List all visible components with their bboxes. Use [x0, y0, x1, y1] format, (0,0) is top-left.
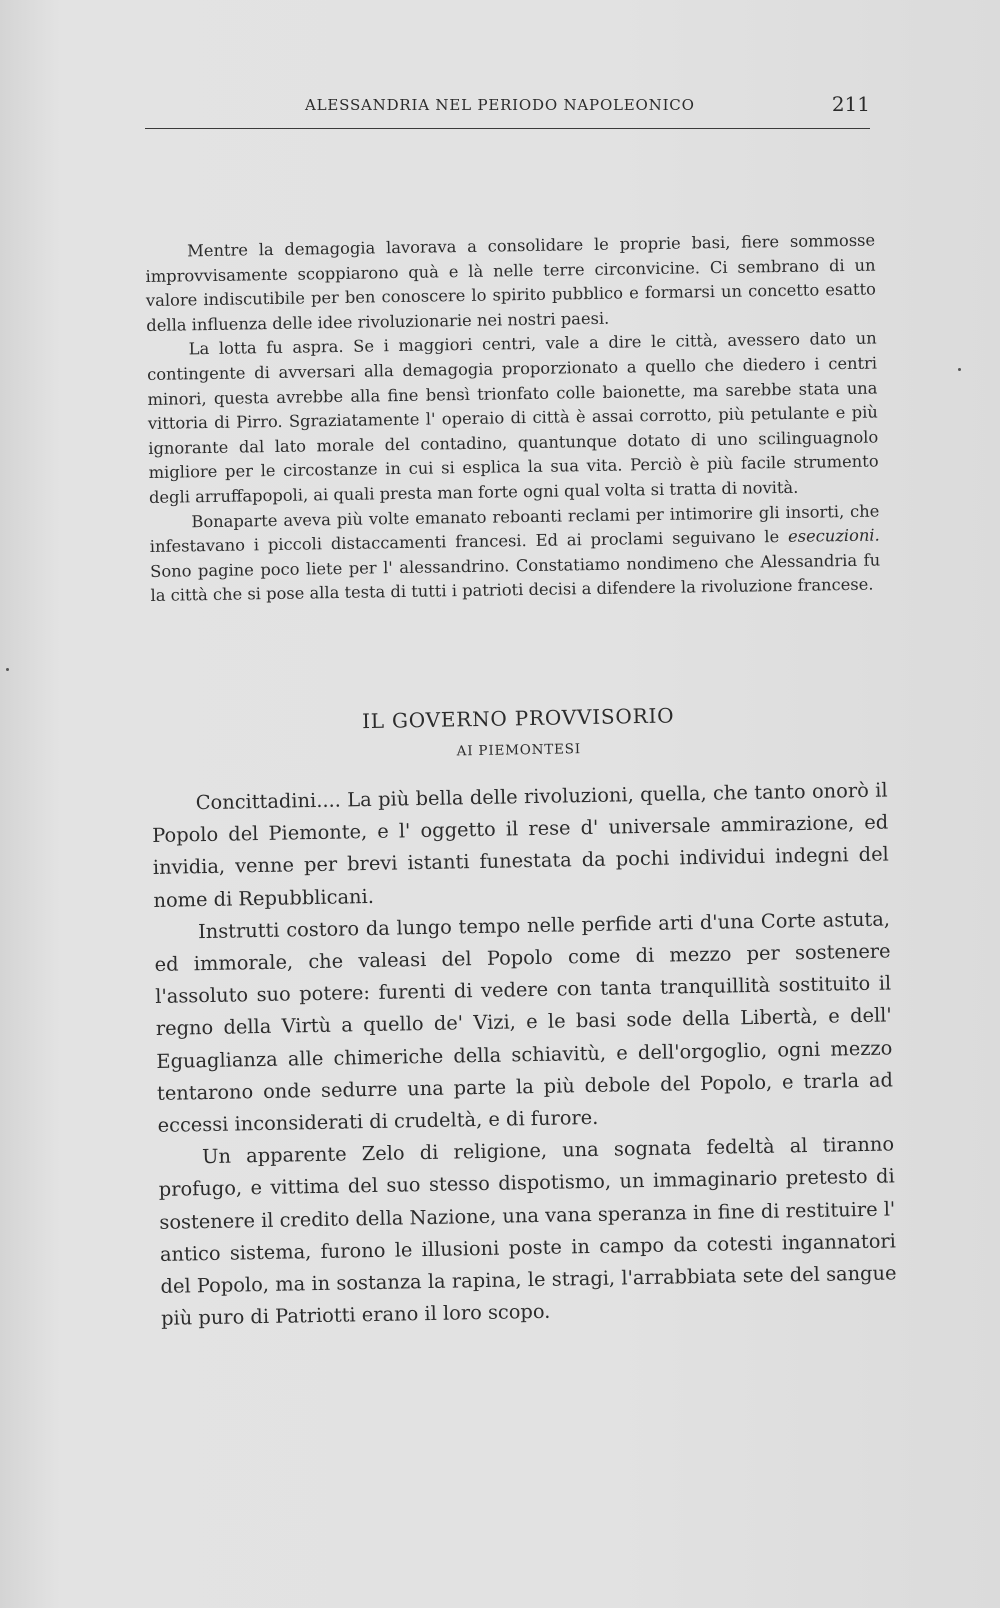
proclamation-paragraph: Instrutti costoro da lungo tempo nelle perfide arti d'una Corte astuta, ed immorale, che valeasi del Popolo come di mezzo per sostenere l'assoluto suo potere: furenti di vedere con tanta tranquillità sostituito il regno della Virtù a quello de' Vizi, e le basi sode della Libertà, e dell' Eguaglianza alle chimeriche della schiavitù, e dell'orgoglio, ogni mezzo tentarono onde sedurre una parte la più debole del Popolo, e trarla ad eccessi inconsiderati di crudeltà, e di furore.: [154, 907, 894, 1137]
proclamation: [150, 697, 897, 1336]
running-title: ALESSANDRIA NEL PERIODO NAPOLEONICO: [305, 96, 695, 114]
body-paragraph: La lotta fu aspra. Se i maggiori centri, vale a dire le città, avessero dato un contingente di avversari alla demagogia proporzionato a quello che diedero i centri minori, questa avrebbe alla fine bensì trionfato colle baionette, ma sarebbe stata una vittoria di Pirro. Sgraziatamente l' operaio di città è assai corrotto, più petulante e più ignorante dal lato morale del contadino, quantunque dotato di uno scilinguagnolo migliore per le circostanze in cui si esplica la sua vita. Perciò è più facile strumento degli arruffapopoli, ai quali presta man forte ogni qual volta si tratta di novità.: [146, 328, 879, 507]
running-head: [145, 92, 870, 118]
paper-speck: [958, 368, 961, 371]
paragraph-text: Bonaparte aveva più volte emanato reboanti reclami per intimorire gli insorti, che infestavano i piccoli distaccamenti francesi. Ed ai proclami seguivano le: [149, 501, 880, 557]
paragraph-text: Sono pagine poco liete per l' alessandrino. Constatiamo nondimeno che Alessandria fu la città che si pose alla testa di tutti i patrioti decisi a difendere la rivoluzione francese.: [150, 550, 881, 606]
body-paragraph: [149, 499, 880, 609]
emphasized-word: esecuzioni.: [787, 525, 880, 547]
proclamation-paragraph: Un apparente Zelo di religione, una sognata fedeltà al tiranno profugo, e vittima del suo stesso dispotismo, un immaginario pretesto di sostenere il credito della Nazione, una vana speranza in fine di restituire l' antico sistema, furono le illusioni poste in campo da cotesti ingannatori del Popolo, ma in sostanza la rapina, le stragi, l'arrabbiata sete del sangue più puro di Patriotti erano il loro scopo.: [158, 1132, 897, 1331]
proclamation-paragraph: Concittadini.... La più bella delle rivoluzioni, quella, che tanto onorò il Popolo del Piemonte, e l' oggetto il rese d' universale ammirazione, ed invidia, venne per brevi istanti funestata da pochi individui indegni del nome di Repubblicani.: [152, 778, 889, 912]
body-text: [145, 229, 881, 609]
page-number: 211: [831, 92, 870, 116]
proclamation-body: [151, 774, 897, 1335]
paper-speck: [6, 668, 9, 671]
proclamation-subtitle: AI PIEMONTESI: [456, 741, 582, 760]
header-rule: [145, 128, 870, 129]
proclamation-title: IL GOVERNO PROVVISORIO: [361, 703, 675, 734]
body-paragraph: Mentre la demagogia lavorava a consolidare le proprie basi, fiere sommosse improvvisamente scoppiarono quà e là nelle terre circonvicine. Ci sembrano di un valore indiscutibile per ben conoscere lo spirito pubblico e formarsi un concetto esatto della influenza delle idee rivoluzionarie nei nostri paesi.: [145, 230, 877, 335]
